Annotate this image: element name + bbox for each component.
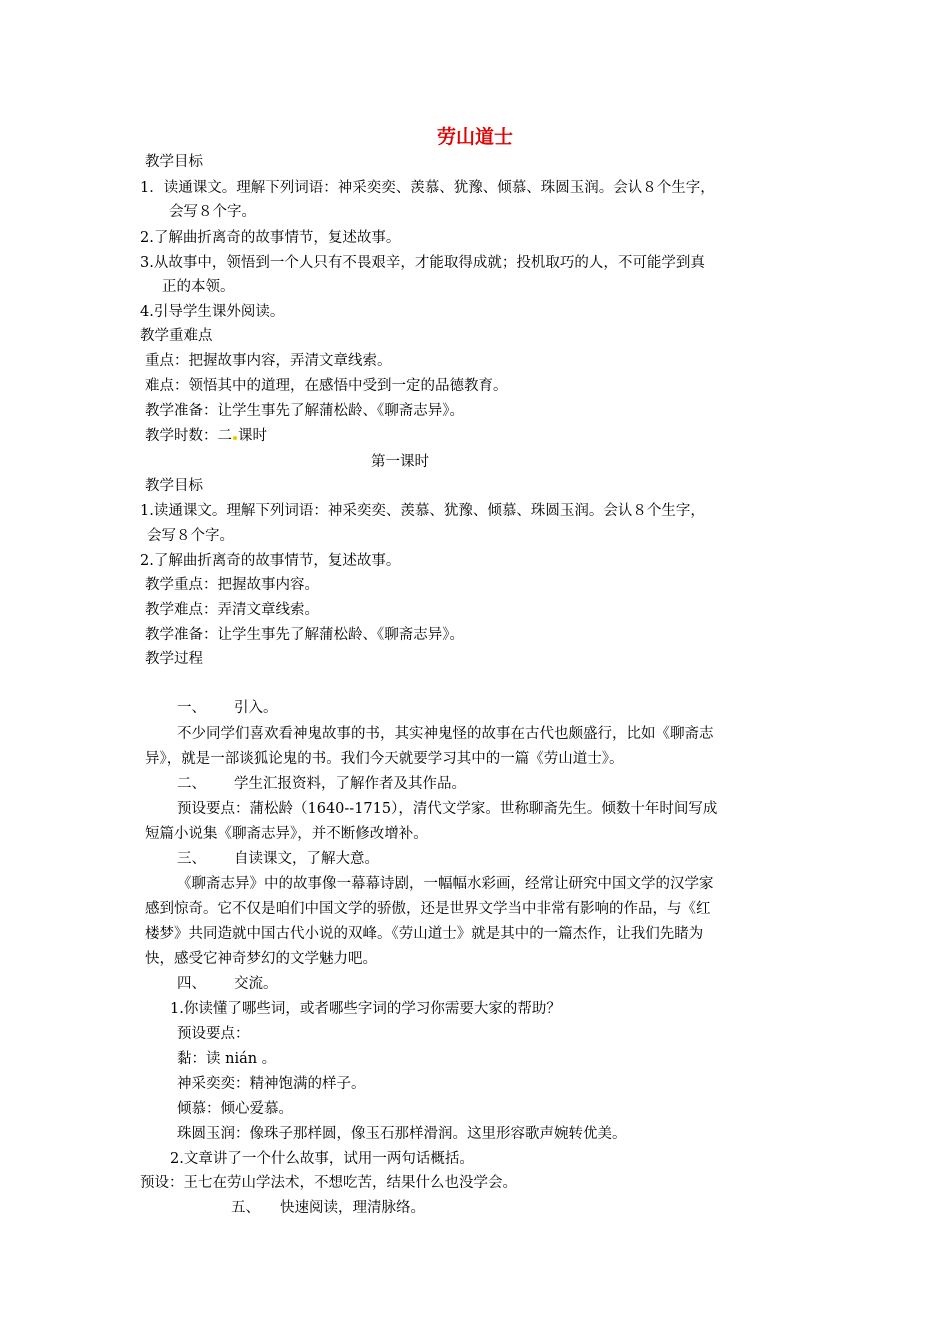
lesson-objective-1-cont: 会写８个字。: [147, 528, 234, 544]
objective-3-cont: 正的本领。: [162, 279, 235, 295]
objective-1-cont: 会写８个字。: [169, 204, 256, 220]
step-4-number: 四、: [177, 976, 206, 992]
lesson-difficult-point: 教学难点：弄清文章线索。: [145, 602, 319, 618]
paragraph-author-cont: 短篇小说集《聊斋志异》，并不断修改增补。: [145, 826, 428, 842]
step-1-title: 引入。: [234, 700, 278, 716]
lesson-objective-2: 2.了解曲折离奇的故事情节，复述故事。: [140, 553, 401, 569]
highlight-dot: [233, 436, 237, 440]
paragraph-author: 预设要点：蒲松龄（1640--1715），清代文学家。世称聊斋先生。倾数十年时间写成: [177, 801, 718, 817]
difficult-point: 难点：领悟其中的道理，在感悟中受到一定的品德教育。: [145, 378, 508, 394]
step-2-number: 二、: [177, 776, 206, 792]
step-2-title: 学生汇报资料，了解作者及其作品。: [234, 776, 466, 792]
objective-2: 2.了解曲折离奇的故事情节，复述故事。: [140, 230, 401, 246]
question-1: 1.你读懂了哪些词，或者哪些字词的学习你需要大家的帮助？: [170, 1001, 561, 1017]
lesson-one-heading: 第一课时: [371, 454, 429, 470]
question-2: 2.文章讲了一个什么故事，试用一两句话概括。: [170, 1151, 474, 1167]
step-5-number: 五、: [231, 1200, 260, 1216]
step-1-number: 一、: [177, 700, 206, 716]
objective-1: 1．读通课文。理解下列词语：神采奕奕、羡慕、犹豫、倾慕、珠圆玉润。会认８个生字，: [140, 180, 715, 196]
class-hours: 教学时数：二 课时: [145, 428, 267, 444]
objective-3: 3.从故事中，领悟到一个人只有不畏艰辛，才能取得成就；投机取巧的人，不可能学到真: [140, 255, 705, 271]
lesson-key-point: 教学重点：把握故事内容。: [145, 577, 319, 593]
preset-summary: 预设：王七在劳山学法术，不想吃苦，结果什么也没学会。: [140, 1175, 517, 1191]
paragraph-reading-1: 《聊斋志异》中的故事像一幕幕诗剧，一幅幅水彩画，经常让研究中国文学的汉学家: [177, 876, 714, 892]
step-4-title: 交流。: [234, 976, 278, 992]
objective-4: 4.引导学生课外阅读。: [140, 304, 285, 320]
lesson-objective-1: 1.读通课文。理解下列词语：神采奕奕、羡慕、犹豫、倾慕、珠圆玉润。会认８个生字，: [140, 503, 705, 519]
paragraph-intro-cont: 异》，就是一部谈狐论鬼的书。我们今天就要学习其中的一篇《劳山道士》。: [145, 751, 624, 767]
vocab-nian: 黏：读 nián 。: [177, 1051, 277, 1067]
vocab-shencaiyiyi: 神采奕奕：精神饱满的样子。: [177, 1076, 366, 1092]
step-3-title: 自读课文，了解大意。: [234, 851, 379, 867]
lesson-preparation: 教学准备：让学生事先了解蒲松龄、《聊斋志异》。: [145, 627, 464, 643]
vocab-zhuyuanyurun: 珠圆玉润：像珠子那样圆，像玉石那样滑润。这里形容歌声婉转优美。: [177, 1126, 627, 1142]
preset-points: 预设要点：: [177, 1026, 250, 1042]
heading-objectives-2: 教学目标: [145, 478, 203, 494]
paragraph-reading-2: 感到惊奇。它不仅是咱们中国文学的骄傲，还是世界文学当中非常有影响的作品，与《红: [145, 901, 711, 917]
preparation: 教学准备：让学生事先了解蒲松龄、《聊斋志异》。: [145, 403, 464, 419]
heading-objectives: 教学目标: [145, 154, 203, 170]
heading-process: 教学过程: [145, 651, 203, 667]
vocab-qingmu: 倾慕：倾心爱慕。: [177, 1101, 293, 1117]
key-point: 重点：把握故事内容，弄清文章线索。: [145, 353, 392, 369]
paragraph-reading-4: 快，感受它神奇梦幻的文学魅力吧。: [145, 951, 377, 967]
paragraph-reading-3: 楼梦》共同造就中国古代小说的双峰。《劳山道士》就是其中的一篇杰作，让我们先睹为: [145, 926, 704, 942]
document-title: 劳山道士: [436, 126, 513, 148]
step-5-title: 快速阅读，理清脉络。: [280, 1200, 425, 1216]
step-3-number: 三、: [177, 851, 206, 867]
heading-key-points: 教学重难点: [140, 328, 213, 344]
paragraph-intro: 不少同学们喜欢看神鬼故事的书，其实神鬼怪的故事在古代也颇盛行，比如《聊斋志: [177, 726, 714, 742]
